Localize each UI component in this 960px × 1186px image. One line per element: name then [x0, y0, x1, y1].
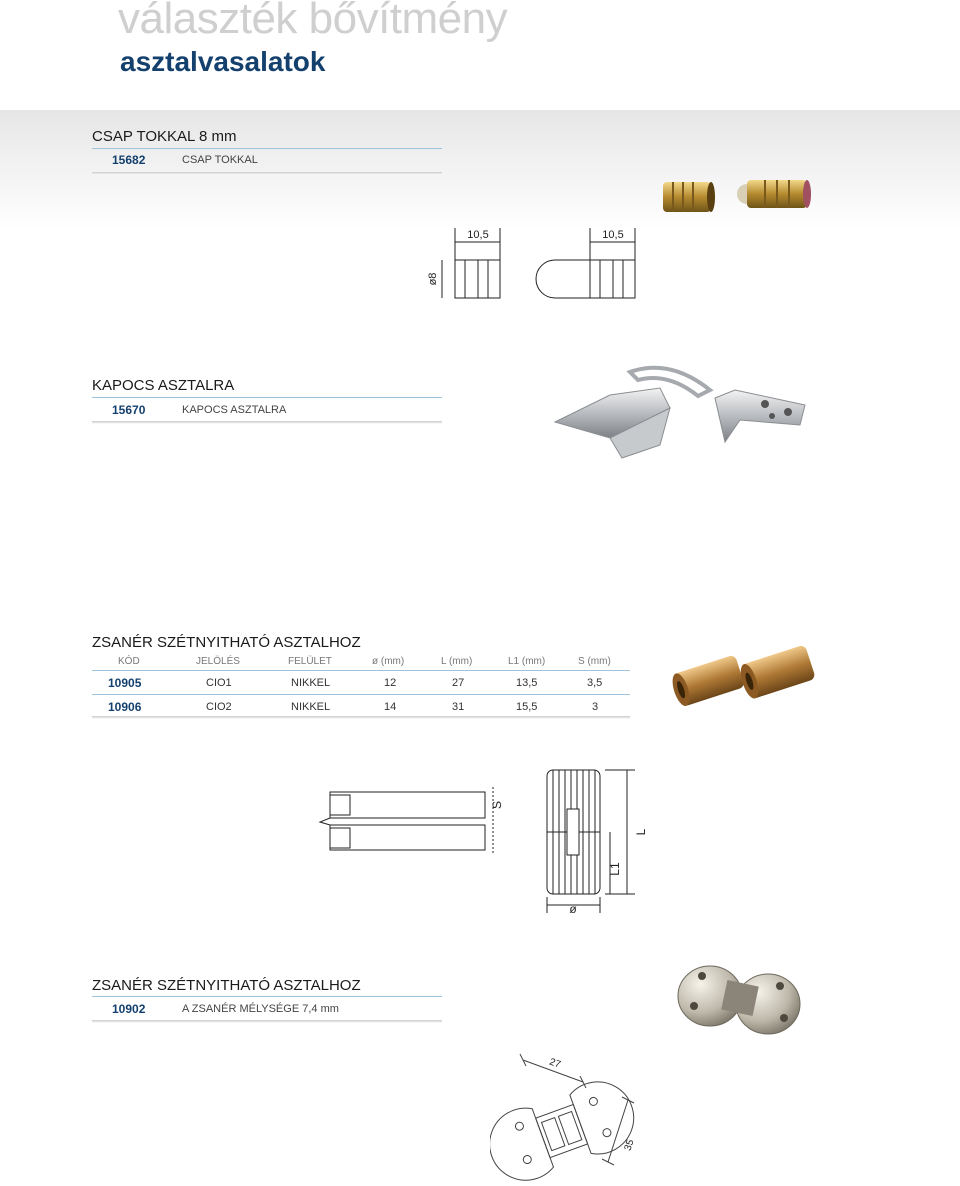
table-cell: CIO1: [206, 677, 232, 689]
dim-label-diameter: ø8: [427, 272, 439, 286]
page-subtitle: választék bővítmény: [118, 0, 508, 43]
table-cell: NIKKEL: [291, 677, 331, 689]
row-shadow: [92, 421, 442, 424]
latch-photo: [550, 360, 815, 465]
table-cell-code: 10906: [108, 700, 142, 714]
dim-label-height: 35: [622, 1138, 637, 1153]
table-header: FELÜLET: [288, 656, 332, 667]
table-cell: 13,5: [516, 677, 538, 689]
row-shadow: [92, 172, 442, 175]
table-cell: 27: [452, 677, 465, 689]
product-desc: KAPOCS ASZTALRA: [182, 404, 287, 416]
product-desc: A ZSANÉR MÉLYSÉGE 7,4 mm: [182, 1003, 339, 1015]
divider: [92, 397, 442, 398]
product-desc: CSAP TOKKAL: [182, 154, 258, 166]
pin-photo: [655, 172, 820, 222]
dim-label-width: 27: [547, 1056, 562, 1071]
table-cell: 3: [592, 701, 599, 713]
divider: [92, 996, 442, 997]
row-shadow: [92, 716, 630, 719]
section-title-clamp: KAPOCS ASZTALRA: [92, 377, 235, 394]
table-header: JELÖLÉS: [196, 656, 240, 667]
table-rule: [92, 694, 630, 695]
page-title: asztalvasalatok: [120, 46, 326, 77]
divider: [92, 148, 442, 149]
table-header: S (mm): [578, 656, 611, 667]
pin-sleeve-shape: [663, 182, 711, 212]
section-title-hinge-table: ZSANÉR SZÉTNYITHATÓ ASZTALHOZ: [92, 634, 361, 651]
product-code: 15682: [112, 153, 146, 167]
table-cell-code: 10905: [108, 676, 142, 690]
table-header: L (mm): [441, 656, 473, 667]
row-shadow: [92, 1020, 442, 1023]
dim-label-s: S: [490, 800, 504, 810]
dim-label-diameter: ø: [569, 902, 577, 916]
product-code: 15670: [112, 403, 146, 417]
dim-label-l1: L1: [608, 862, 622, 876]
dim-label-right: 10,5: [602, 229, 624, 241]
table-rule: [92, 670, 630, 671]
table-cell: 31: [452, 701, 465, 713]
section-title-pin: CSAP TOKKAL 8 mm: [92, 128, 237, 145]
table-header: L1 (mm): [508, 656, 546, 667]
flap-hinge-photo: [672, 958, 807, 1043]
dim-label-left: 10,5: [467, 229, 489, 241]
pin-drawing: [420, 222, 650, 307]
table-cell: CIO2: [206, 701, 232, 713]
table-cell: NIKKEL: [291, 701, 331, 713]
flap-hinge-drawing: [490, 1050, 650, 1186]
dim-label-l: L: [634, 828, 648, 836]
table-header: ø (mm): [372, 656, 405, 667]
section-title-flap-hinge: ZSANÉR SZÉTNYITHATÓ ASZTALHOZ: [92, 977, 361, 994]
table-header: KÓD: [118, 656, 140, 667]
table-cell: 12: [384, 677, 397, 689]
barrel-hinge-photo: [668, 642, 823, 712]
table-cell: 15,5: [516, 701, 538, 713]
barrel-hinge-drawing: [315, 765, 665, 920]
product-code: 10902: [112, 1002, 146, 1016]
table-cell: 14: [384, 701, 397, 713]
table-cell: 3,5: [587, 677, 603, 689]
